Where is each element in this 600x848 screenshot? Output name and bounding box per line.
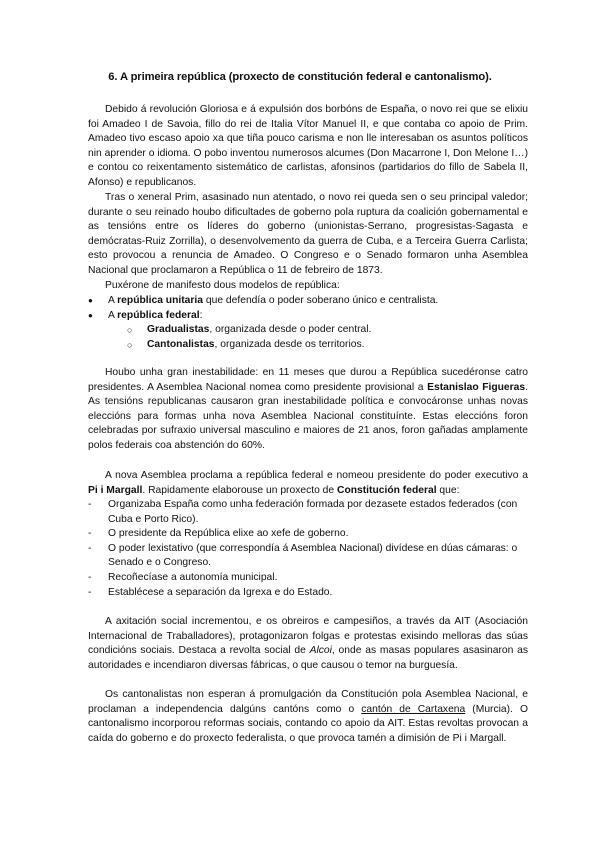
list-item: ○ Cantonalistas, organizada desde os territorios. xyxy=(127,338,371,353)
paragraph-prim: Tras o xeneral Prim, asasinado nun atentado, o novo rei queda sen o seu principal valedor; durante o seu reinado houbo dificultades de goberno pola ruptura da coalición gobernamental e as tensións entre os líderes do goberno (unionistas-Serrano, progresistas-Sagasta e demócratas-Ruiz Zorrilla), o desenvolvemento da guerra de Cuba, e a Terceira Guerra Carlista; esto provocou a renuncia de Amadeo. O Congreso e o Senado formaron unha Asemblea Nacional que proclamaron a República o 11 de febreiro de 1873. xyxy=(88,192,528,276)
constitution-points-list xyxy=(88,498,528,600)
paragraph-cantonalism: Os cantonalistas non esperan á promulgación da Constitución pola Asemblea Nacional, e proclaman a independencia dalgúns cantóns como o cantón de Cartaxena (Murcia). O cantonalismo incorporou reformas sociais, contando co apoio da AIT. Estas revoltas provocan a caída do goberno e do proxecto federalista, o que provoca tamén a dimisión de Pi i Margall. xyxy=(88,689,528,744)
list-item: ● A república federal: xyxy=(88,309,438,324)
paragraph-amadeo: Debido á revolución Gloriosa e á expulsión dos borbóns de España, o novo rei que se elixiu foi Amadeo I de Savoia, fillo do rei de Italia Vítor Manuel II, e que contaba co apoio de Prim. Amadeo tivo escaso apoio xa que tiña pouco carisma e non lle interesaban os asuntos políticos nin aprender o idioma. O pobo inventou numerosos alcumes (Don Macarrone I, Don Melone I…) e contou co reixentamento sistemático de carlistas, afonsinos (partidarios do fillo de Sabela II, Afonso) e republicanos. xyxy=(88,104,528,188)
list-item: - Organizaba España como unha federación formada por dezasete estados federados (con Cuba e Porto Rico). xyxy=(88,498,528,527)
list-item: - O poder lexistativo (que correspondía á Asemblea Nacional) divídese en dúas cámaras: o Senado e o Congreso. xyxy=(88,542,528,571)
list-item: - Recoñecíase a autonomía municipal. xyxy=(88,571,528,586)
list-item: ● A república unitaria que defendía o poder soberano único e centralista. xyxy=(88,294,438,309)
list-item: ○ Gradualistas, organizada desde o poder central. xyxy=(127,323,371,338)
list-item: - Establécese a separación da Igrexa e do Estado. xyxy=(88,586,528,601)
section-title: 6. A primeira república (proxecto de constitución federal e cantonalismo). xyxy=(108,71,492,83)
paragraph-federal-constitution: A nova Asemblea proclama a república federal e nomeou presidente do poder executivo a Pi i Margall. Rapidamente elaborouse un proxecto de Constitución federal que: xyxy=(88,470,528,496)
federal-types-list xyxy=(127,323,371,352)
paragraph-instability: Houbo unha gran inestabilidade: en 11 meses que durou a República sucedéronse catro presidentes. A Asemblea Nacional nomea como presidente provisional a Estanislao Figueras. As tensións republicanas causaron gran inestabilidade política e convocáronse unhas novas eleccións para formas unha nova Asemblea Nacional constituínte. Estas eleccións foron celebradas por sufraxio universal masculino e maiores de 21 anos, foron gañadas amplamente polos federais coa abstención do 60%. xyxy=(88,367,528,451)
republic-models-list xyxy=(88,294,438,323)
list-item: - O presidente da República elixe ao xefe de goberno. xyxy=(88,527,528,542)
models-intro: Puxérone de manifesto dous modelos de república: xyxy=(105,280,340,291)
paragraph-social-agitation: A axitación social incrementou, e os obreiros e campesiños, a través da AIT (Asociación Internacional de Traballadores), protagonizaron folgas e protestas exisindo melloras das súas condicións sociais. Destaca a revolta social de Alcoi, onde as masas populares asasinaron as autoridades e incendiaron diversas fábricas, o que causou o temor na burguesía. xyxy=(88,616,529,671)
